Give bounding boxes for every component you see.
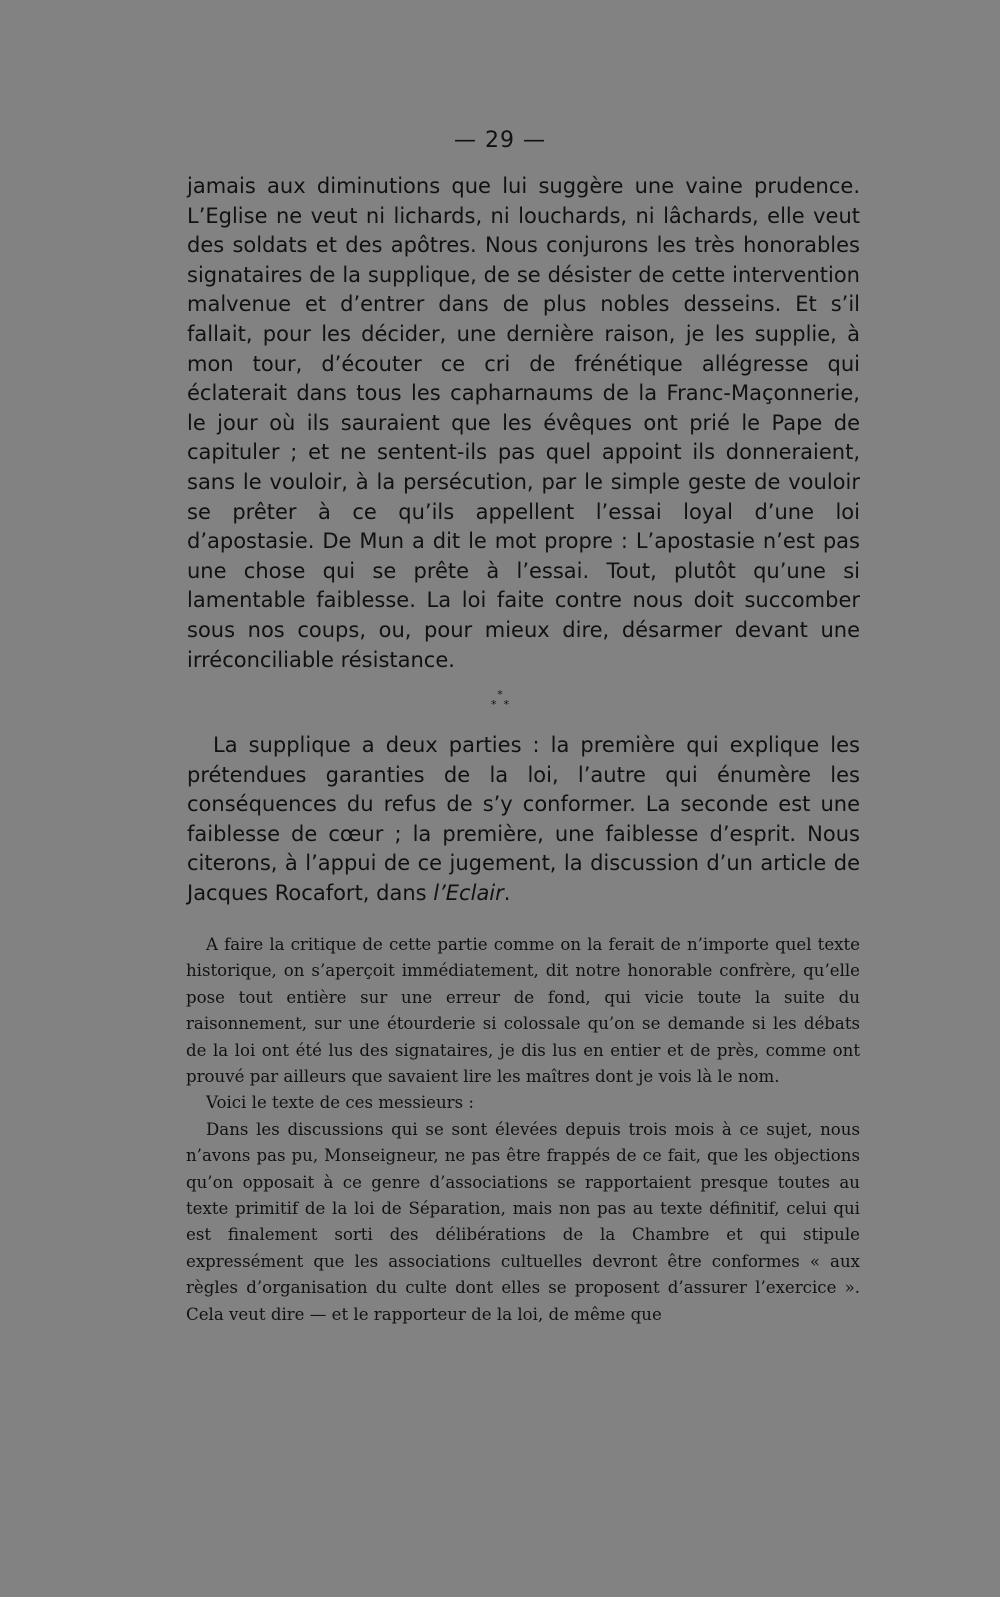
asterism-bottom: * * [491, 698, 509, 711]
quoted-passage [186, 932, 860, 1328]
section-separator-asterism [0, 690, 1000, 710]
quote-paragraph-1: A faire la critique de cette partie comme on la ferait de n’importe quel texte historique, on s’aperçoit immédiatement, dit notre honorable confrère, qu’elle pose tout entière sur une erreur de fond, qui vicie toute la suite du raisonnement, sur une étourderie si colossale qu’on se demande si les débats de la loi ont été lus des signataires, je dis lus en entier et de près, comme ont prouvé par ailleurs que savaient lire les maîtres dont je vois là le nom. [186, 935, 860, 1087]
quote-paragraph-2: Voici le texte de ces messieurs : [206, 1093, 474, 1113]
paragraph-second-main: La supplique a deux parties : la première qui explique les prétendues garanties de la loi, l’autre qui énumère les conséquences du refus de s’y conformer. La seconde est une faiblesse de cœur ; la première, une faiblesse d’esprit. Nous citerons, à l’appui de ce jugement, la discussion d’un article de Jacques Rocafort, dans [187, 733, 860, 905]
paragraph-second-text [187, 731, 860, 909]
page-number: — 29 — [454, 128, 546, 153]
paragraph-first-text: jamais aux diminutions que lui suggère une vaine prudence. L’Eglise ne veut ni lichards, ni louchards, ni lâchards, elle veut des soldats et des apôtres. Nous conjurons les très honorables signataires de la supplique, de se désister de cette intervention malvenue et d’entrer dans de plus nobles desseins. Et s’il fallait, pour les décider, une dernière raison, je les supplie, à mon tour, d’écouter ce cri de frénétique allégresse qui éclaterait dans tous les capharnaums de la Franc-Maçonnerie, le jour où ils sauraient que les évêques ont prié le Pape de capituler ; et ne sentent-ils pas quel appoint ils donneraient, sans le vouloir, à la persécution, par le simple geste de vouloir se prêter à ce qu’ils appellent l’essai loyal d’une loi d’apostasie. De Mun a dit le mot propre : L’apostasie n’est pas une chose qui se prête à l’essai. Tout, plutôt qu’une si lamentable faiblesse. La loi faite contre nous doit succomber sous nos coups, ou, pour mieux dire, désarmer devant une irréconciliable résistance. [187, 174, 860, 672]
paragraph-first [187, 172, 860, 675]
paragraph-second-end: . [503, 880, 511, 905]
quote-paragraph-3: Dans les discussions qui se sont élevées depuis trois mois à ce sujet, nous n’avons pas pu, Monseigneur, ne pas être frappés de ce fait, que les objections qu’on opposait à ce genre d’associations se rapportaient presque toutes au texte primitif de la loi de Séparation, mais non pas au texte définitif, celui qui est finalement sorti des délibérations de la Chambre et qui stipule expressément que les associations cultuelles devront être conformes « aux règles d’organisation du culte dont elles se proposent d’assurer l’exercice ». Cela veut dire — et le rapporteur de la loi, de même que [186, 1119, 860, 1324]
paragraph-second [187, 731, 860, 909]
newspaper-title: l’Eclair [433, 880, 504, 905]
asterism-top: * [497, 688, 503, 701]
